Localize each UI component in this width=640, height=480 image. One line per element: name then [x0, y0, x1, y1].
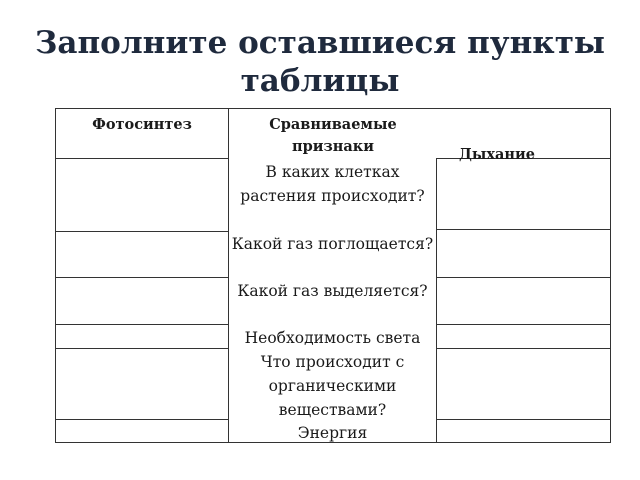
photosynthesis-answer-cell[interactable] — [56, 159, 228, 231]
header-photosynthesis: Фотосинтез — [92, 116, 192, 133]
criterion-organic-matter: Что происходит с органическими веществами? — [260, 353, 405, 419]
photosynthesis-answer-cell[interactable] — [56, 278, 228, 324]
respiration-answer-cell[interactable] — [437, 159, 610, 229]
respiration-answer-cell[interactable] — [437, 278, 610, 324]
criterion-light-need: Необходимость света — [244, 329, 421, 347]
photosynthesis-answer-cell[interactable] — [56, 420, 228, 442]
respiration-answer-cell[interactable] — [437, 325, 610, 348]
header-respiration: Дыхание — [458, 146, 536, 163]
criterion-cells: В каких клетках растения происходит? — [240, 163, 425, 205]
respiration-answer-cell[interactable] — [437, 349, 610, 419]
criterion-gas-released: Какой газ выделяется? — [237, 282, 428, 300]
photosynthesis-answer-cell[interactable] — [56, 325, 228, 348]
respiration-answer-cell[interactable] — [437, 420, 610, 442]
photosynthesis-answer-cell[interactable] — [56, 232, 228, 277]
respiration-answer-cell[interactable] — [437, 230, 610, 277]
table-border-top — [55, 108, 611, 109]
criterion-gas-absorbed: Какой газ поглощается? — [231, 235, 434, 253]
criterion-energy: Энергия — [297, 424, 368, 442]
header-compared-features: Сравниваемые признаки — [269, 116, 397, 155]
photosynthesis-answer-cell[interactable] — [56, 349, 228, 419]
slide-title: Заполните оставшиеся пункты таблицы — [35, 25, 605, 99]
comparison-table — [55, 108, 611, 443]
